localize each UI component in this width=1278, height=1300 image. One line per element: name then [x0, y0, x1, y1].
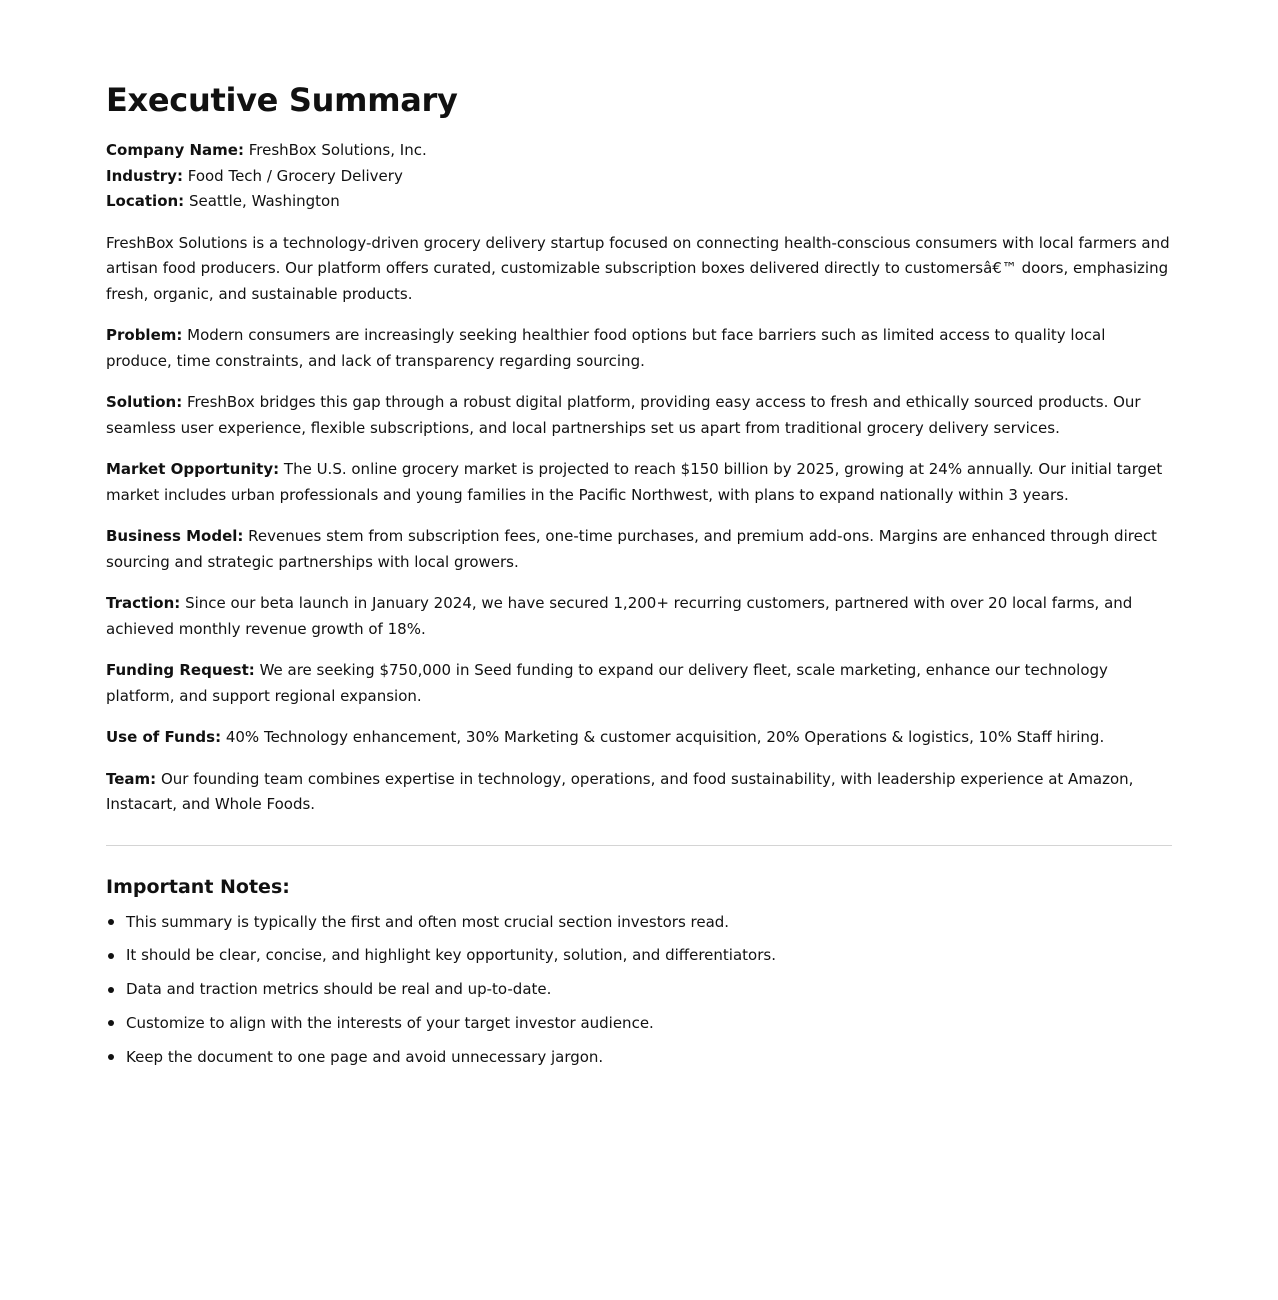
meta-company-name: [106, 138, 1172, 164]
notes-list: [106, 910, 1172, 1070]
bullet-icon: [108, 919, 114, 925]
section-business-model: [106, 524, 1172, 575]
section-text: The U.S. online grocery market is projected to reach $150 billion by 2025, growing at 24% annually. Our initial target market includes urban professionals and young families in the Pacific Northwest, with plans to expand nationally within 3 years.: [106, 460, 1163, 504]
note-text: Data and traction metrics should be real and up-to-date.: [126, 980, 552, 999]
note-text: Keep the document to one page and avoid unnecessary jargon.: [126, 1047, 604, 1066]
note-text: Customize to align with the interests of your target investor audience.: [126, 1013, 654, 1032]
note-text: This summary is typically the first and often most crucial section investors read.: [126, 912, 730, 931]
section-label: Problem:: [106, 326, 183, 344]
section-label: Funding Request:: [106, 661, 255, 679]
section-divider: [106, 845, 1172, 846]
meta-value: Seattle, Washington: [184, 192, 340, 210]
section-problem: [106, 323, 1172, 374]
section-use-of-funds: [106, 725, 1172, 751]
notes-heading: Important Notes:: [106, 875, 290, 898]
section-team: [106, 767, 1172, 818]
list-item: [106, 943, 1172, 968]
section-label: Solution:: [106, 393, 183, 411]
list-item: [106, 1045, 1172, 1070]
section-funding-request: [106, 658, 1172, 709]
page-title: Executive Summary: [106, 81, 458, 119]
company-meta: [106, 138, 1172, 215]
section-text: Our founding team combines expertise in technology, operations, and food sustainability, with leadership experience at Amazon, Instacart, and Whole Foods.: [106, 769, 1134, 813]
section-solution: [106, 390, 1172, 441]
list-item: [106, 910, 1172, 935]
section-label: Team:: [106, 769, 157, 788]
section-text: Since our beta launch in January 2024, we have secured 1,200+ recurring customers, partnered with over 20 local farms, and achieved monthly revenue growth of 18%.: [106, 594, 1133, 638]
list-item: [106, 1011, 1172, 1036]
meta-value: Food Tech / Grocery Delivery: [182, 166, 403, 185]
meta-location: [106, 189, 1172, 215]
section-label: Traction:: [106, 594, 181, 612]
bullet-icon: [108, 1020, 114, 1026]
section-label: Business Model:: [106, 527, 244, 545]
section-label: Use of Funds:: [106, 728, 222, 746]
meta-label: Industry:: [106, 166, 183, 185]
section-text: Revenues stem from subscription fees, one-time purchases, and premium add-ons. Margins are enhanced through direct sourcing and strategic partnerships with local growers.: [106, 527, 1157, 571]
bullet-icon: [108, 1054, 114, 1060]
meta-label: Location:: [106, 192, 185, 210]
section-text: FreshBox bridges this gap through a robust digital platform, providing easy access to fresh and ethically sourced products. Our seamless user experience, flexible subscriptions, and local partnerships set us apart from traditional grocery delivery services.: [106, 393, 1141, 437]
section-text: 40% Technology enhancement, 30% Marketing & customer acquisition, 20% Operations & logistics, 10% Staff hiring.: [221, 728, 1105, 746]
document-page: [106, 78, 1172, 1078]
note-text: It should be clear, concise, and highlight key opportunity, solution, and differentiators.: [126, 946, 776, 965]
list-item: [106, 977, 1172, 1002]
section-market-opportunity: [106, 457, 1172, 508]
section-text: We are seeking $750,000 in Seed funding to expand our delivery fleet, scale marketing, enhance our technology platform, and support regional expansion.: [106, 661, 1108, 705]
intro-paragraph: FreshBox Solutions is a technology-driven grocery delivery startup focused on connecting health-conscious consumers with local farmers and artisan food producers. Our platform offers curated, customizable subscription boxes delivered directly to customersâ€™ doors, emphasizing fresh, organic, and sustainable products.: [106, 233, 1170, 303]
section-text: Modern consumers are increasingly seeking healthier food options but face barriers such as limited access to quality local produce, time constraints, and lack of transparency regarding sourcing.: [106, 326, 1106, 370]
section-label: Market Opportunity:: [106, 460, 280, 478]
bullet-icon: [108, 953, 114, 959]
section-traction: [106, 591, 1172, 642]
bullet-icon: [108, 987, 114, 993]
meta-label: Company Name:: [106, 141, 244, 159]
meta-industry: [106, 164, 1172, 190]
meta-value: FreshBox Solutions, Inc.: [243, 141, 427, 159]
